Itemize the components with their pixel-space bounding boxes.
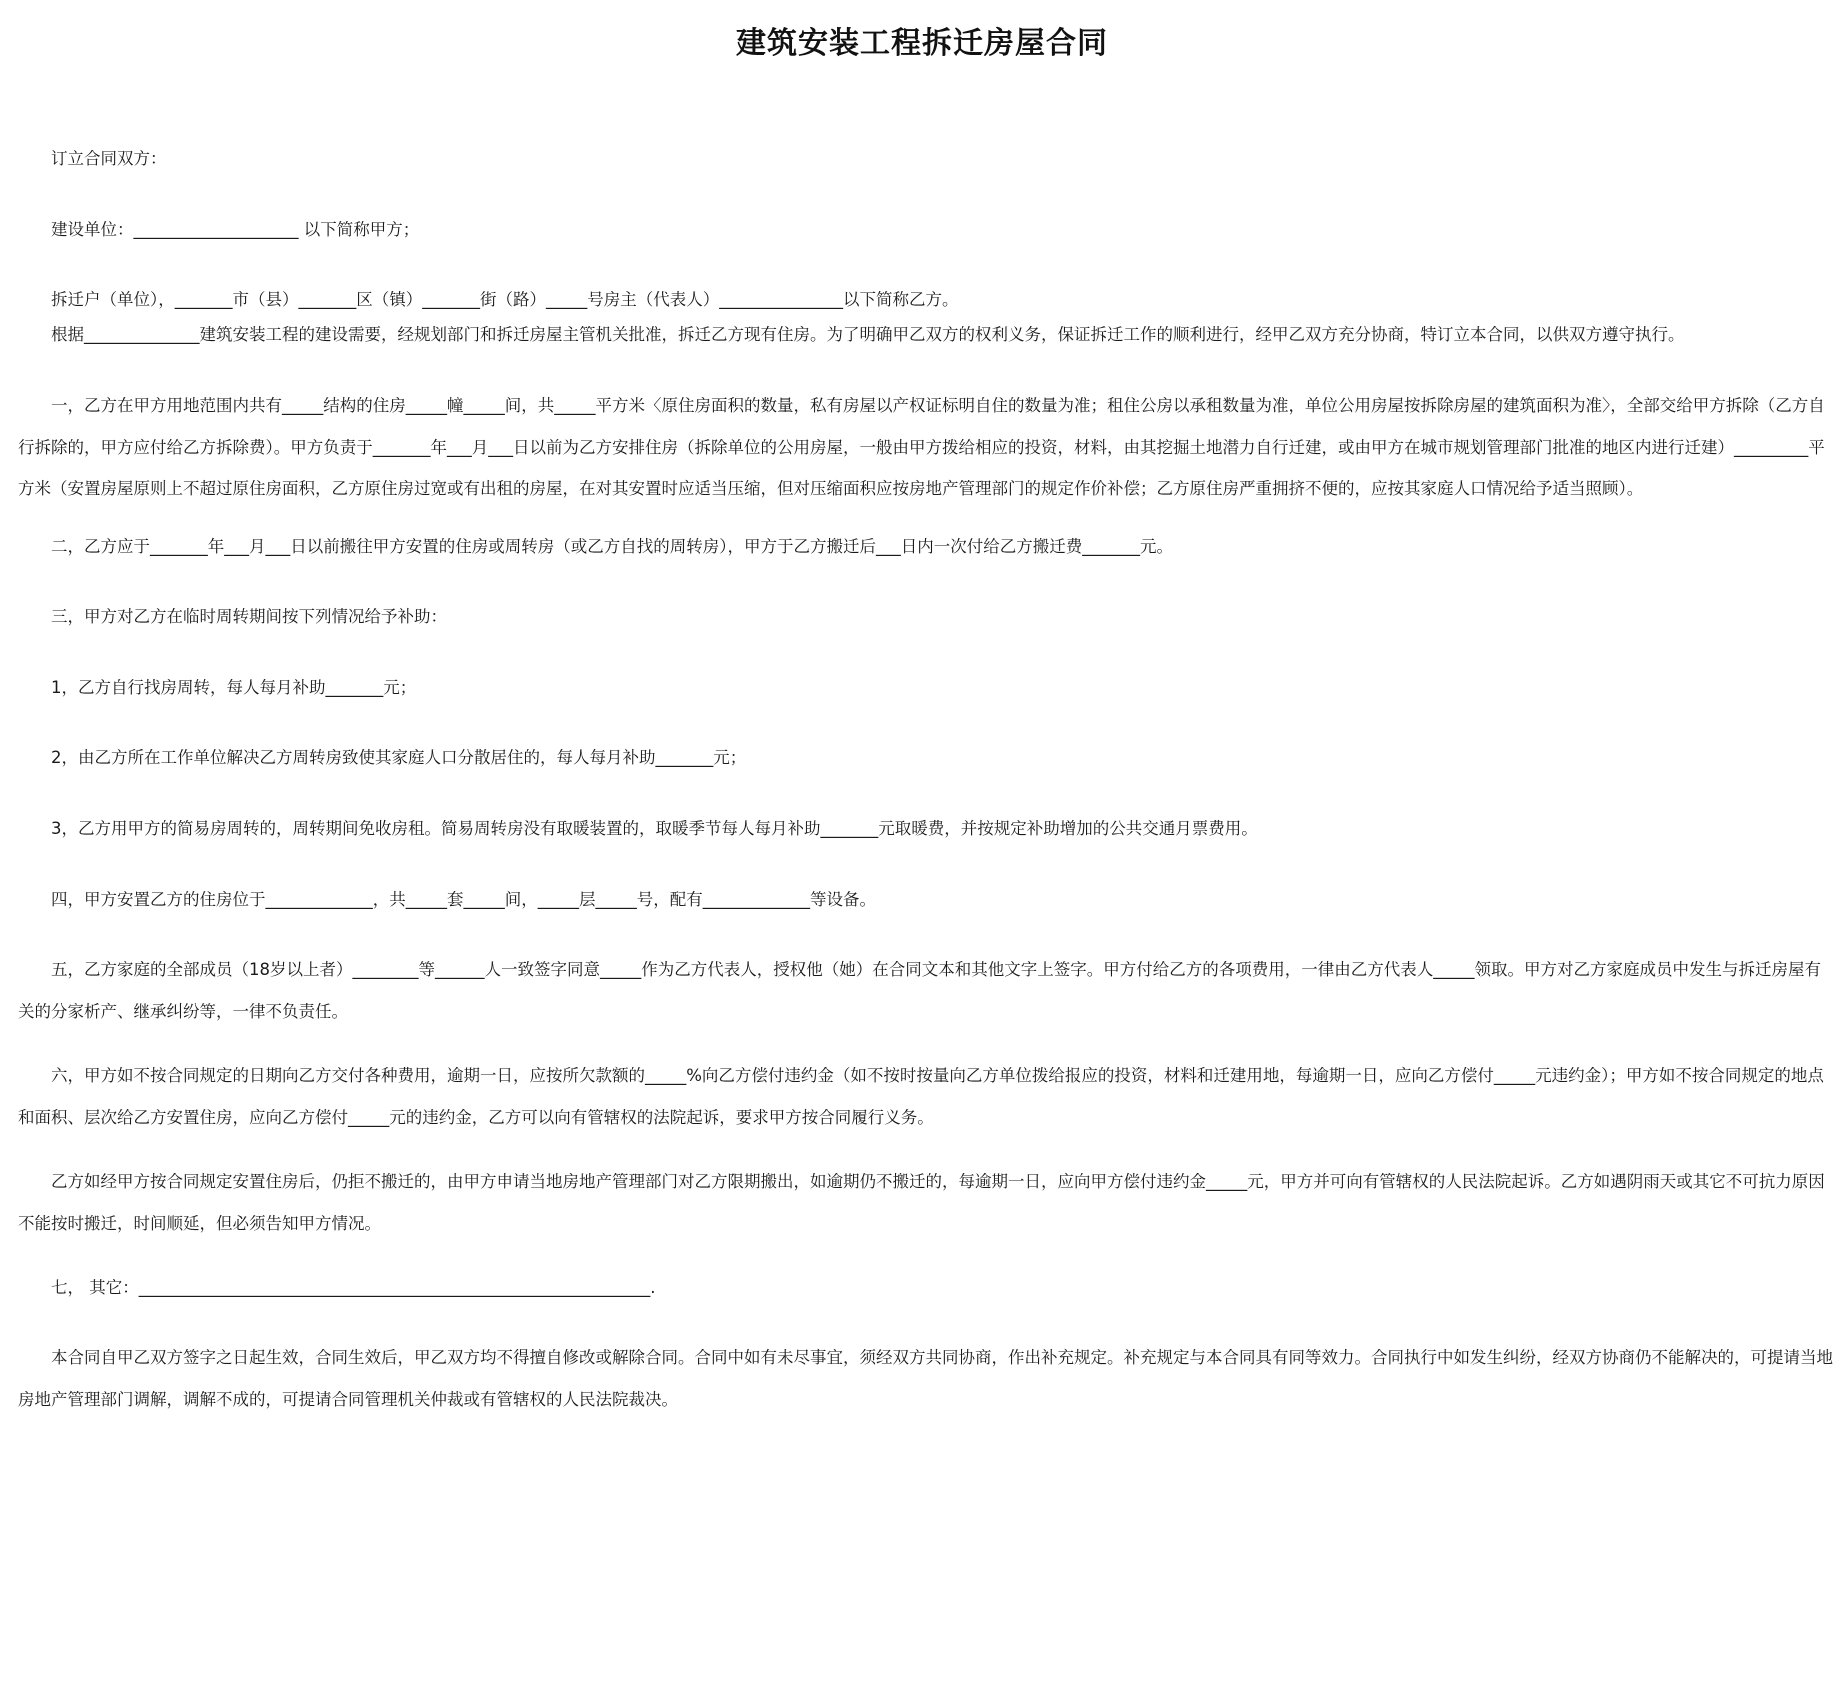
paragraph-clause-3-item-1: 1，乙方自行找房周转，每人每月补助_______元； <box>51 678 417 697</box>
paragraph-clause-3-item-3: 3，乙方用甲方的简易房周转的，周转期间免收房租。简易周转房没有取暖装置的，取暖季节每人每月补助_______元取暖费，并按规定补助增加的公共交通月票费用。 <box>51 819 1258 838</box>
paragraph-parties-intro: 订立合同双方： <box>51 149 167 168</box>
paragraph-clause-4: 四，甲方安置乙方的住房位于_____________，共_____套_____间，_____层_____号，配有_____________等设备。 <box>51 890 876 909</box>
paragraph-clause-3: 三，甲方对乙方在临时周转期间按下列情况给予补助： <box>51 607 447 626</box>
paragraph-clause-3-item-2: 2，由乙方所在工作单位解决乙方周转房致使其家庭人口分散居住的，每人每月补助_______元； <box>51 748 747 767</box>
document-title: 建筑安装工程拆迁房屋合同 <box>736 26 1108 61</box>
paragraph-clause-6: 六，甲方如不按合同规定的日期向乙方交付各种费用，逾期一日，应按所欠款额的_____%向乙方偿付违约金（如不按时按量向乙方单位拨给报应的投资，材料和迁建用地，每逾期一日，应向乙方偿付_____元违约金）；甲方如不按合同规定的地点和面积、层次给乙方安置住房，应向乙方偿付_____元的违约金，乙方可以向有管辖权的法院起诉，要求甲方按合同履行义务。 <box>18 1066 1824 1127</box>
paragraph-basis: 根据______________建筑安装工程的建设需要，经规划部门和拆迁房屋主管机关批准，拆迁乙方现有住房。为了明确甲乙双方的权利义务，保证拆迁工作的顺利进行，经甲乙双方充分协商，特订立本合同，以供双方遵守执行。 <box>51 325 1685 344</box>
paragraph-party-b: 拆迁户（单位），_______市（县）_______区（镇）_______街（路）_____号房主（代表人）_______________以下简称乙方。 <box>51 290 959 309</box>
paragraph-clause-2: 二，乙方应于_______年___月___日以前搬往甲方安置的住房或周转房（或乙方自找的周转房），甲方于乙方搬迁后___日内一次付给乙方搬迁费_______元。 <box>51 537 1173 556</box>
paragraph-clause-1: 一，乙方在甲方用地范围内共有_____结构的住房_____幢_____间，共_____平方米〈原住房面积的数量，私有房屋以产权证标明自住的数量为准；租住公房以承租数量为准，单位公用房屋按拆除房屋的建筑面积为准〉，全部交给甲方拆除（乙方自行拆除的，甲方应付给乙方拆除费）。甲方负责于_______年___月___日以前为乙方安排住房（拆除单位的公用房屋，一般由甲方拨给相应的投资，材料，由其挖掘土地潜力自行迁建，或由甲方在城市规划管理部门批准的地区内进行迁建）_________平方米（安置房屋原则上不超过原住房面积，乙方原住房过宽或有出租的房屋，在对其安置时应适当压缩，但对压缩面积应按房地产管理部门的规定作价补偿；乙方原住房严重拥挤不便的，应按其家庭人口情况给予适当照顾）。 <box>18 396 1825 498</box>
paragraph-party-a: 建设单位：____________________ 以下简称甲方； <box>51 220 420 239</box>
paragraph-clause-7: 七， 其它：______________________________________________________________. <box>51 1278 656 1297</box>
paragraph-effectiveness: 本合同自甲乙双方签字之日起生效，合同生效后，甲乙双方均不得擅自修改或解除合同。合同中如有未尽事宜，须经双方共同协商，作出补充规定。补充规定与本合同具有同等效力。合同执行中如发生纠纷，经双方协商仍不能解决的，可提请当地房地产管理部门调解，调解不成的，可提请合同管理机关仲裁或有管辖权的人民法院裁决。 <box>18 1348 1833 1409</box>
paragraph-party-b-breach: 乙方如经甲方按合同规定安置住房后，仍拒不搬迁的，由甲方申请当地房地产管理部门对乙方限期搬出，如逾期仍不搬迁的，每逾期一日，应向甲方偿付违约金_____元，甲方并可向有管辖权的人民法院起诉。乙方如遇阴雨天或其它不可抗力原因不能按时搬迁，时间顺延，但必须告知甲方情况。 <box>18 1172 1825 1233</box>
paragraph-clause-5: 五，乙方家庭的全部成员（18岁以上者）________等______人一致签字同意_____作为乙方代表人，授权他（她）在合同文本和其他文字上签字。甲方付给乙方的各项费用，一律由乙方代表人_____领取。甲方对乙方家庭成员中发生与拆迁房屋有关的分家析产、继承纠纷等，一律不负责任。 <box>18 960 1821 1021</box>
